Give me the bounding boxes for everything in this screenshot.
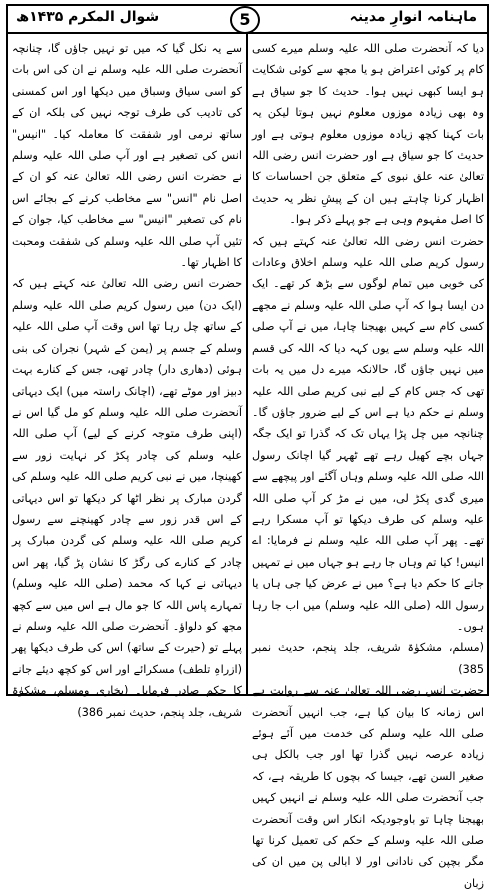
right-column bbox=[251, 38, 484, 890]
issue-date: شوال المکرم ۱۴۳۵ھ bbox=[16, 9, 160, 25]
magazine-title: ماہنامہ انوارِ مدینہ bbox=[349, 9, 477, 25]
page-number: 5 bbox=[230, 6, 260, 34]
paragraph: دیا کہ آنحضرت صلی اللہ علیہ وسلم میرے کسی کام پر کوئی اعتراض ہو یا مجھ سے کوئی شکایت ہو ایسا کبھی نہیں ہوا۔ حدیث کا جو سیاق ہے وہ بھی زیادہ موزوں معلوم نہیں ہوتا لیکن یہ بات کہنا کچھ زیادہ موزوں معلوم ہوتی ہے اور حدیث کا جو سیاق ہے اور حضرت انس رضی اللہ تعالیٰ عنہ علق نبوی کے متعلق جن احساسات کا اظہار کرنا چاہتے ہیں ان کے پیشِ نظر یہ حدیث کا اصل مفہوم وہی ہے جو پہلے ذکر ہوا۔ bbox=[252, 42, 484, 227]
left-column bbox=[12, 38, 242, 719]
paragraph: حضرت انس رضی اللہ تعالیٰ عنہ سے روایت ہے اس زمانہ کا بیان کیا ہے، جب انہیں آنحضرت صلی اللہ علیہ وسلم کی خدمت میں آئے ہوئے زیادہ عرصہ نہیں گذرا تھا اور جب بالکل ہی صغیر السن تھے، جیسا کہ بچوں کا طریقہ ہے، کہ جب آنحضرت صلی اللہ علیہ وسلم نے انہیں کہیں بھیجنا چاہا تو باوجودیکہ انکار اس وقت آنحضرت صلی اللہ علیہ وسلم کے حکم کی تعمیل کرنا تھا مگر بچپن کی نادانی اور لا ابالی پن میں ان کی زبان bbox=[252, 684, 484, 890]
paragraph: حضرت انس رضی اللہ تعالیٰ عنہ کہتے ہیں کہ (ایک دن) میں رسول کریم صلی اللہ علیہ وسلم کے ساتھ چل رہا تھا اس وقت آپ صلی اللہ علیہ وسلم کے جسم پر (یمن کے شہر) نجران کی بنی ہوئی (دھاری دار) چادر تھی، جس کے کنارے بہت دبیز اور موٹے تھے، (اچانک راستہ میں) ایک دیہاتی آنحضرت صلی اللہ علیہ وسلم کو مل گیا اس نے (اپنی طرف متوجہ کرنے کے لیے) آپ صلی اللہ علیہ وسلم کی چادر پکڑ کر نہایت زور سے کھینچا، میں نے نبی کریم صلی اللہ علیہ وسلم کی گردن مبارک پر نظر اٹھا کر دیکھا تو اس دیہاتی کے اس قدر زور سے چادر کھینچنے سے رسول کریم صلی اللہ علیہ وسلم کی گردن مبارک پر چادر کے کنارے کی رگڑ کا نشان پڑ گیا، پھر اس دیہاتی نے کہا کہ محمد (صلی اللہ علیہ وسلم) تمہارے پاس اللہ کا جو مال ہے اس میں سے کچھ مجھ کو دلواؤ۔ آنحضرت صلی اللہ علیہ وسلم نے پہلے تو (حیرت کے ساتھ) اس کی طرف دیکھا پھر (ازراہِ تلطف) مسکرائے اور اس کو کچھ دیئے جانے کا حکم صادر فرمایا۔ (بخاری ومسلم، مشکوٰۃ شریف، جلد پنجم، حدیث نمبر 386) bbox=[12, 277, 242, 719]
citation: (مسلم، مشکوٰۃ شریف، جلد پنجم، حدیث نمبر 385) bbox=[252, 641, 484, 676]
paragraph: سے یہ نکل گیا کہ میں تو نہیں جاؤں گا، چنانچہ آنحضرت صلی اللہ علیہ وسلم نے ان کی اس بات کو اسی سیاق وسباق میں دیکھا اور اس کمسنی کی تادیب کی طرف توجہ نہیں کی بلکہ ان کے ساتھ نرمی اور شفقت کا معاملہ کیا۔ "انیس" انس کی تصغیر ہے اور آپ صلی اللہ علیہ وسلم نے حضرت انس رضی اللہ تعالیٰ عنہ کو ان کے اصل نام "انس" سے مخاطب کرنے کے بجائے اس نام کی تصغیر "انیس" سے مخاطب کیا، جوان کے تئیں آپ صلی اللہ علیہ وسلم کی شفقت ومحبت کا اظہار تھا۔ bbox=[12, 42, 242, 270]
paragraph: حضرت انس رضی اللہ تعالیٰ عنہ کہتے ہیں کہ رسول کریم صلی اللہ علیہ وسلم اخلاق وعادات کی خوبی میں تمام لوگوں سے بڑھ کر تھے۔ ایک دن ایسا ہوا کہ آپ صلی اللہ علیہ وسلم نے مجھے کسی کام سے کہیں بھیجنا چاہا، میں نے آپ صلی اللہ علیہ وسلم سے یوں کہہ دیا کہ اللہ کی قسم میں نہیں جاؤں گا، حالانکہ میرے دل میں یہ بات تھی کہ جس کام کے لیے نبی کریم صلی اللہ علیہ وسلم نے حکم دیا ہے اس کے لیے ضرور جاؤں گا۔ چنانچہ میں چل پڑا یہاں تک کہ گذرا تو ایک جگہ جہاں بچے کھیل رہے تھے ٹھہر گیا اچانک رسول اللہ صلی اللہ علیہ وسلم وہاں آگئے اور پیچھے سے میری گدی پکڑ لی، میں نے مڑ کر آپ صلی اللہ علیہ وسلم کی طرف دیکھا تو آپ مسکرا رہے تھے۔ پھر آپ صلی اللہ علیہ وسلم نے فرمایا: اے انیس! کیا تم وہاں جا رہے ہو جہاں میں نے تمہیں جانے کا حکم دیا ہے؟ میں نے عرض کیا جی ہاں یا رسول اللہ (صلی اللہ علیہ وسلم) میں اب جا رہا ہوں۔ bbox=[251, 234, 484, 633]
column-divider bbox=[246, 34, 248, 694]
